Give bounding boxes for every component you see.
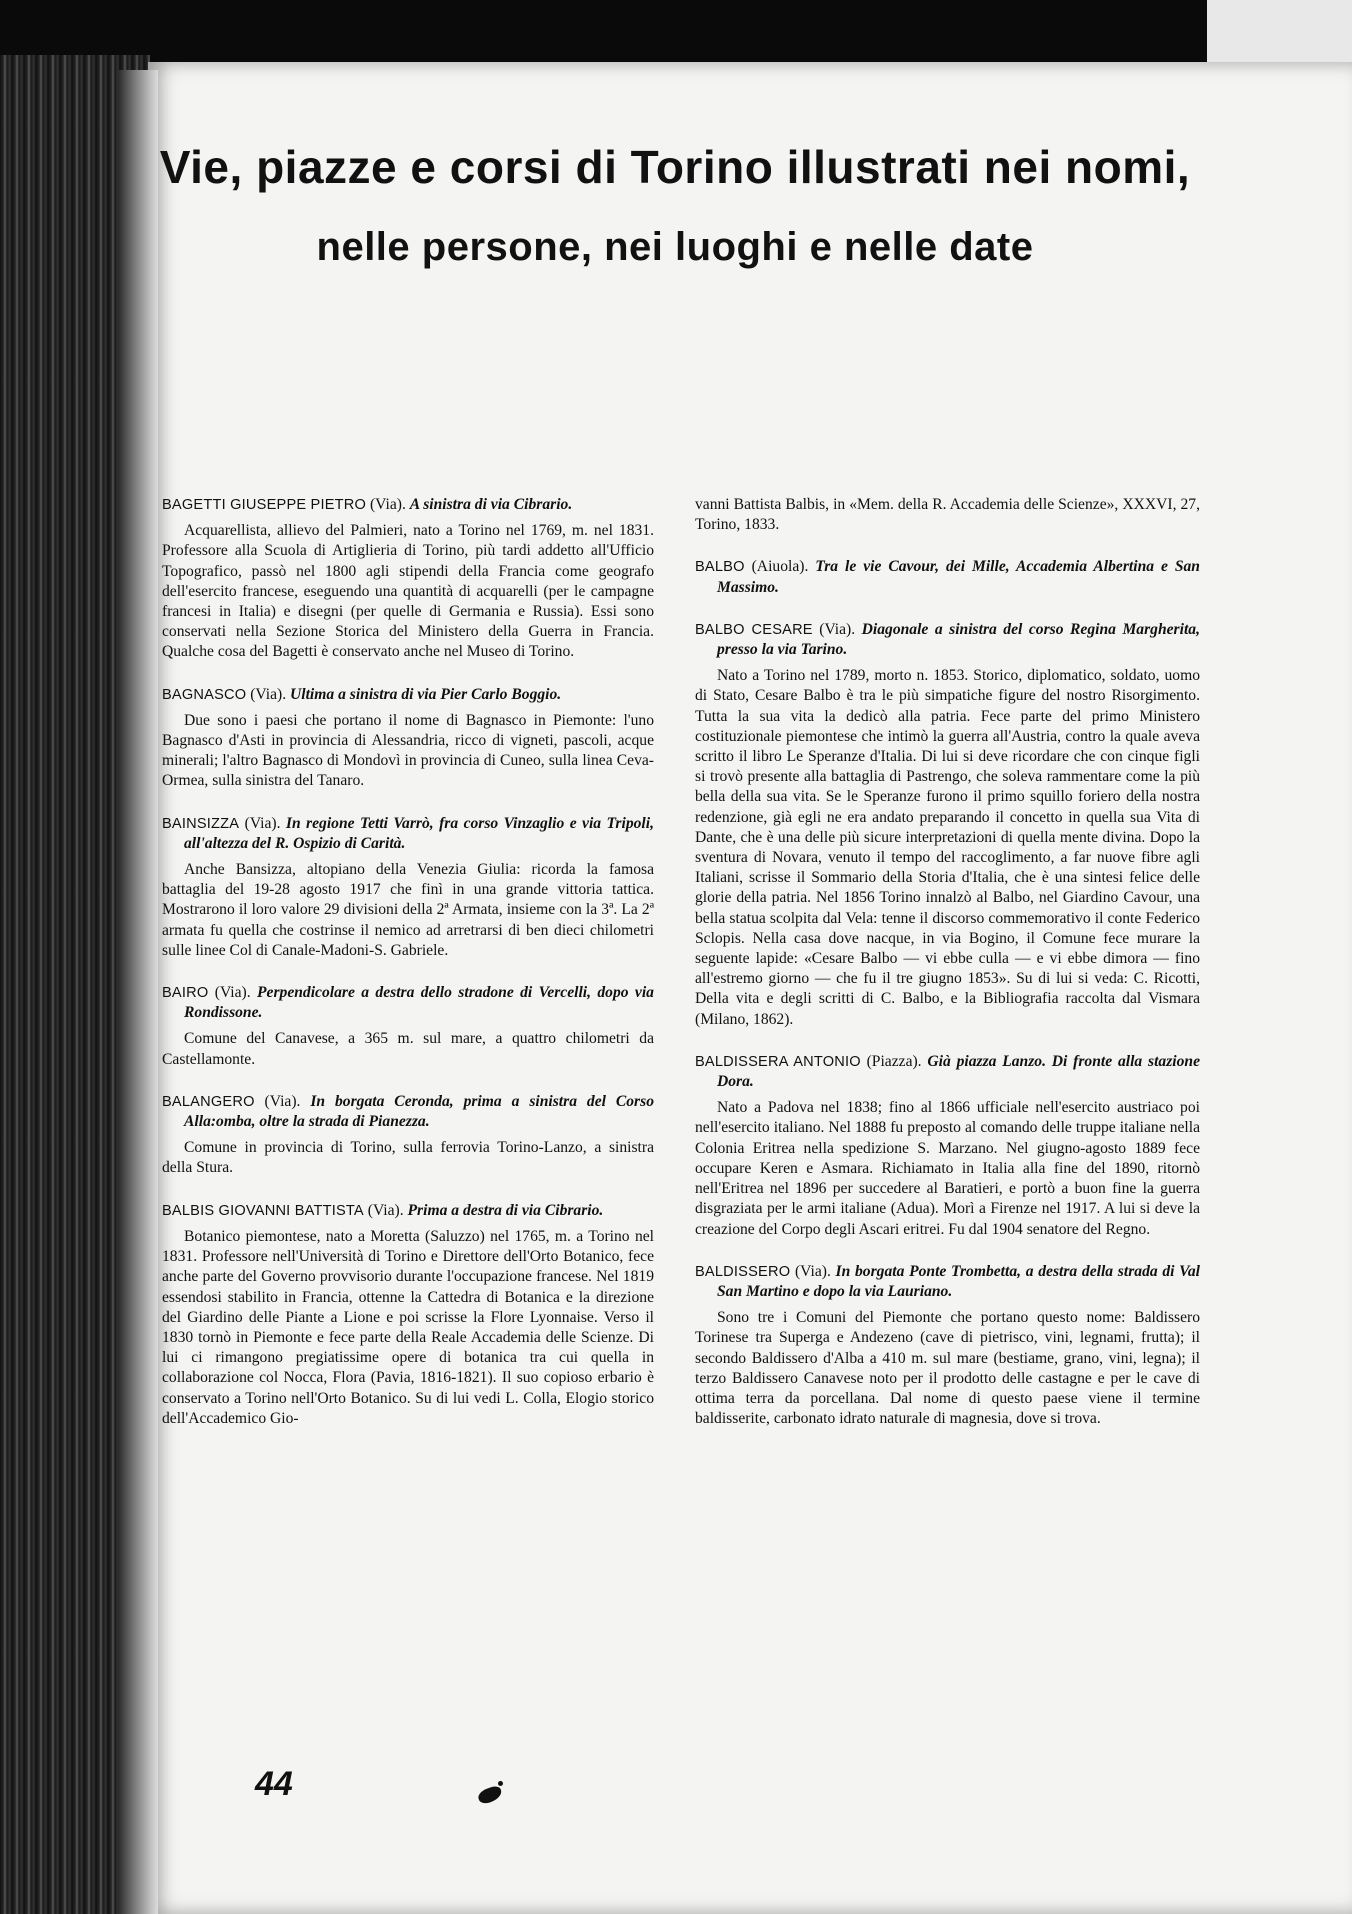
street-location: Prima a destra di via Cibrario.	[407, 1201, 604, 1219]
entry-body: Acquarellista, allievo del Palmieri, nato a Torino nel 1769, m. nel 1831. Professore alla Scuola di Artiglieria di Torino, più tardi addetto all'Ufficio Topografico, passò nel 1800 agli stipendi della Francia come geografo dell'esercito francese, eseguendo una quantità di acquarelli (per le campagne francesi in Italia) e disegni (per quelle di Germania e Russia). Essi sono conservati nella Sezione Storica del Ministero della Guerra in Francia. Qualche cosa del Bagetti è conservato anche nel Museo di Torino.	[162, 522, 654, 661]
entry-heading	[162, 685, 654, 705]
entry-continuation: vanni Battista Balbis, in «Mem. della R. Accademia delle Scienze», XXXVI, 27, Torino, 1833.	[695, 496, 1200, 534]
entry-body: Nato a Padova nel 1838; fino al 1866 ufficiale nell'esercito austriaco poi nell'esercito italiano. Nel 1888 fu preposto al comando delle truppe italiane nella Colonia Eritrea nella spedizione S. Marzano. Nel giugno-agosto 1889 fece occupare Keren e Asmara. Richiamato in Italia alla fine del 1890, ritornò nell'Eritrea nel 1896 per succedere al Baratieri, e portò a buon fine la guerra disgraziata per le armi italiane (Adua). Morì a Firenze nel 1917. A lui si deve la creazione del Corpo degli Ascari eritrei. Fu dal 1904 senatore del Regno.	[695, 1099, 1200, 1238]
street-name: BAGETTI GIUSEPPE PIETRO	[162, 497, 367, 513]
street-location: In borgata Ceronda, prima a sinistra del Corso Alla:omba, oltre la strada di Pianezza.	[184, 1092, 654, 1131]
street-name: BALANGERO	[162, 1093, 255, 1110]
street-name: BALDISSERO	[695, 1263, 791, 1280]
street-kind: (Piazza).	[860, 1052, 928, 1070]
continued-entry	[695, 495, 1200, 535]
street-name: BAGNASCO	[162, 686, 247, 703]
street-location: Diagonale a sinistra del corso Regina Margherita, presso la via Tarino.	[717, 620, 1200, 659]
entry-heading	[695, 1262, 1200, 1302]
street-entry	[162, 1201, 654, 1429]
street-entry	[695, 1052, 1200, 1240]
entry-body: Nato a Torino nel 1789, morto n. 1853. Storico, diplomatico, soldato, uomo di Stato, Cesare Balbo è tra le più simpatiche figure del nostro Risorgimento. Tutta la sua vita la dedicò alla patria. Fece parte del primo Ministero costituzionale piemontese che intimò la guerra all'Austria, contro la quale aveva scritto il libro Le Speranze d'Italia. Di lui si deve ricordare che con cinque figli si trovò presente alla battaglia di Pastrengo, che soleva rammentare come la più bella della sua vita. Se le Speranze furono il primo squillo foriero della nostra redenzione, già egli ne era andato preparando il concetto in quella sua Vita di Dante, che è una delle più sicure interpretazioni di quella mente divina. Dopo la sventura di Novara, venuto il tempo del raccoglimento, a far nuove fibre agli Italiani, scrisse il Sommario della Storia d'Italia, che è una sintesi felice delle glorie della patria. Nel 1856 Torino innalzò al Balbo, nel Giardino Cavour, una bella statua scolpita dal Vela: tenne il discorso commemorativo il conte Federico Sclopis. Nella casa dove nacque, in via Bogino, il Comune fece murare la seguente lapide: «Cesare Balbo — vi ebbe culla — e vi ebbe dimora — fino all'estremo giorno — che fu il tre giugno 1853». Su di lui si veda: C. Ricotti, Della vita e degli scritti di C. Balbo, e la Bibliografia raccolta dal Vismara (Milano, 1862).	[695, 667, 1200, 1028]
street-entry	[162, 814, 654, 961]
entry-heading	[162, 1092, 654, 1132]
street-location: In regione Tetti Varrò, fra corso Vinzaglio e via Tripoli, all'altezza del R. Ospizio di Carità.	[184, 814, 654, 852]
entry-heading	[162, 814, 654, 854]
entry-heading	[695, 557, 1200, 597]
street-kind: (Via).	[790, 1262, 836, 1280]
street-kind: (Via).	[246, 685, 290, 703]
ink-dot	[498, 1781, 503, 1786]
street-name: BALBO CESARE	[695, 621, 813, 638]
page-gutter	[118, 70, 158, 1914]
entry-heading	[162, 983, 654, 1023]
street-kind: (Aiuola).	[744, 558, 816, 576]
entry-body: Comune del Canavese, a 365 m. sul mare, a quattro chilometri da Castellamonte.	[162, 1030, 654, 1068]
street-name: BALBO	[695, 559, 745, 576]
street-location: Ultima a sinistra di via Pier Carlo Boggio.	[290, 685, 562, 703]
street-kind: (Via).	[254, 1092, 311, 1110]
right-column	[695, 495, 1200, 1451]
street-entry	[162, 1092, 654, 1179]
street-entry	[162, 495, 654, 663]
entry-heading	[162, 1201, 654, 1221]
page-title-line2: nelle persone, nei luoghi e nelle date	[316, 225, 1034, 269]
entry-body: Due sono i paesi che portano il nome di Bagnasco in Piemonte: l'uno Bagnasco d'Asti in provincia di Alessandria, ricco di vigneti, pascoli, acque minerali; l'altro Bagnasco di Mondovì in provincia di Cuneo, sulla linea Ceva-Ormea, sulla sinistra del Tanaro.	[162, 711, 654, 790]
street-entry	[695, 1262, 1200, 1430]
street-kind: (Via).	[366, 496, 410, 513]
street-location: In borgata Ponte Trombetta, a destra della strada di Val San Martino e dopo la via Lauriano.	[717, 1262, 1200, 1300]
page-number: 44	[255, 1765, 293, 1803]
street-name: BALDISSERA ANTONIO	[695, 1053, 861, 1070]
entry-body: Comune in provincia di Torino, sulla ferrovia Torino-Lanzo, a sinistra della Stura.	[162, 1139, 654, 1177]
entry-heading	[162, 495, 654, 515]
street-location: A sinistra di via Cibrario.	[409, 496, 573, 513]
street-entry	[695, 620, 1200, 1030]
entry-body: Anche Bansizza, altopiano della Venezia Giulia: ricorda la famosa battaglia del 19-28 agosto 1917 che finì in una grande vittoria tattica. Mostrarono il loro valore 29 divisioni della 2ª Armata, insieme con la 3ª. La 2ª armata fu quella che costrinse il nemico ad arretrarsi di ben dieci chilometri sulle linee Col di Canale-Madoni-S. Gabriele.	[162, 861, 654, 959]
street-kind: (Via).	[363, 1201, 408, 1219]
street-entry	[162, 983, 654, 1070]
street-name: BAIRO	[162, 985, 209, 1002]
street-kind: (Via).	[239, 814, 286, 832]
page-title-line1: Vie, piazze e corsi di Torino illustrati nei nomi,	[159, 141, 1191, 193]
street-location: Perpendicolare a destra dello stradone di Vercelli, dopo via Rondissone.	[184, 984, 654, 1022]
street-entry	[695, 557, 1200, 597]
entry-heading	[695, 1052, 1200, 1092]
entry-heading	[695, 620, 1200, 660]
street-name: BALBIS GIOVANNI BATTISTA	[162, 1202, 364, 1219]
entry-body: Sono tre i Comuni del Piemonte che portano questo nome: Baldissero Torinese tra Superga e Andezeno (cave di pietrisco, vini, legnami, frutta); il secondo Baldissero d'Alba a 410 m. sul mare (bestiame, grano, vini, legna); il terzo Baldissero Canavese noto per il prodotto delle castagne e per le cave di ottima terra da porcellana. Dal nome di questo paese viene il termine baldisserite, carbonato idrato naturale di magnesia, dove si trova.	[695, 1309, 1200, 1428]
entry-body: Botanico piemontese, nato a Moretta (Saluzzo) nel 1765, m. a Torino nel 1831. Professore nell'Università di Torino e Direttore dell'Orto Botanico, fece anche parte del Governo provvisorio durante l'occupazione francese. Nel 1819 essendosi stabilito in Francia, ottenne la Cattedra di Botanica e la direzione del Giardino delle Piante a Lione e poi scrisse la Flore Lyonnaise. Verso il 1830 tornò in Piemonte e fece parte della Reale Accademia delle Scienze. Di lui ci rimangono pregiatissime opere di botanica tra cui quella in collaborazione col Nocca, Flora (Pavia, 1816-1821). Il suo copioso erbario è conservato a Torino nell'Orto Botanico. Su di lui vedi L. Colla, Elogio storico dell'Accademico Gio-	[162, 1227, 654, 1427]
scan-corner	[1207, 0, 1352, 62]
street-entry	[162, 685, 654, 792]
left-column	[162, 495, 654, 1451]
street-location: Tra le vie Cavour, dei Mille, Accademia Albertina e San Massimo.	[717, 558, 1200, 596]
street-kind: (Via).	[812, 620, 862, 638]
street-name: BAINSIZZA	[162, 815, 240, 832]
street-location: Già piazza Lanzo. Di fronte alla stazione Dora.	[717, 1052, 1200, 1091]
street-kind: (Via).	[208, 984, 258, 1002]
